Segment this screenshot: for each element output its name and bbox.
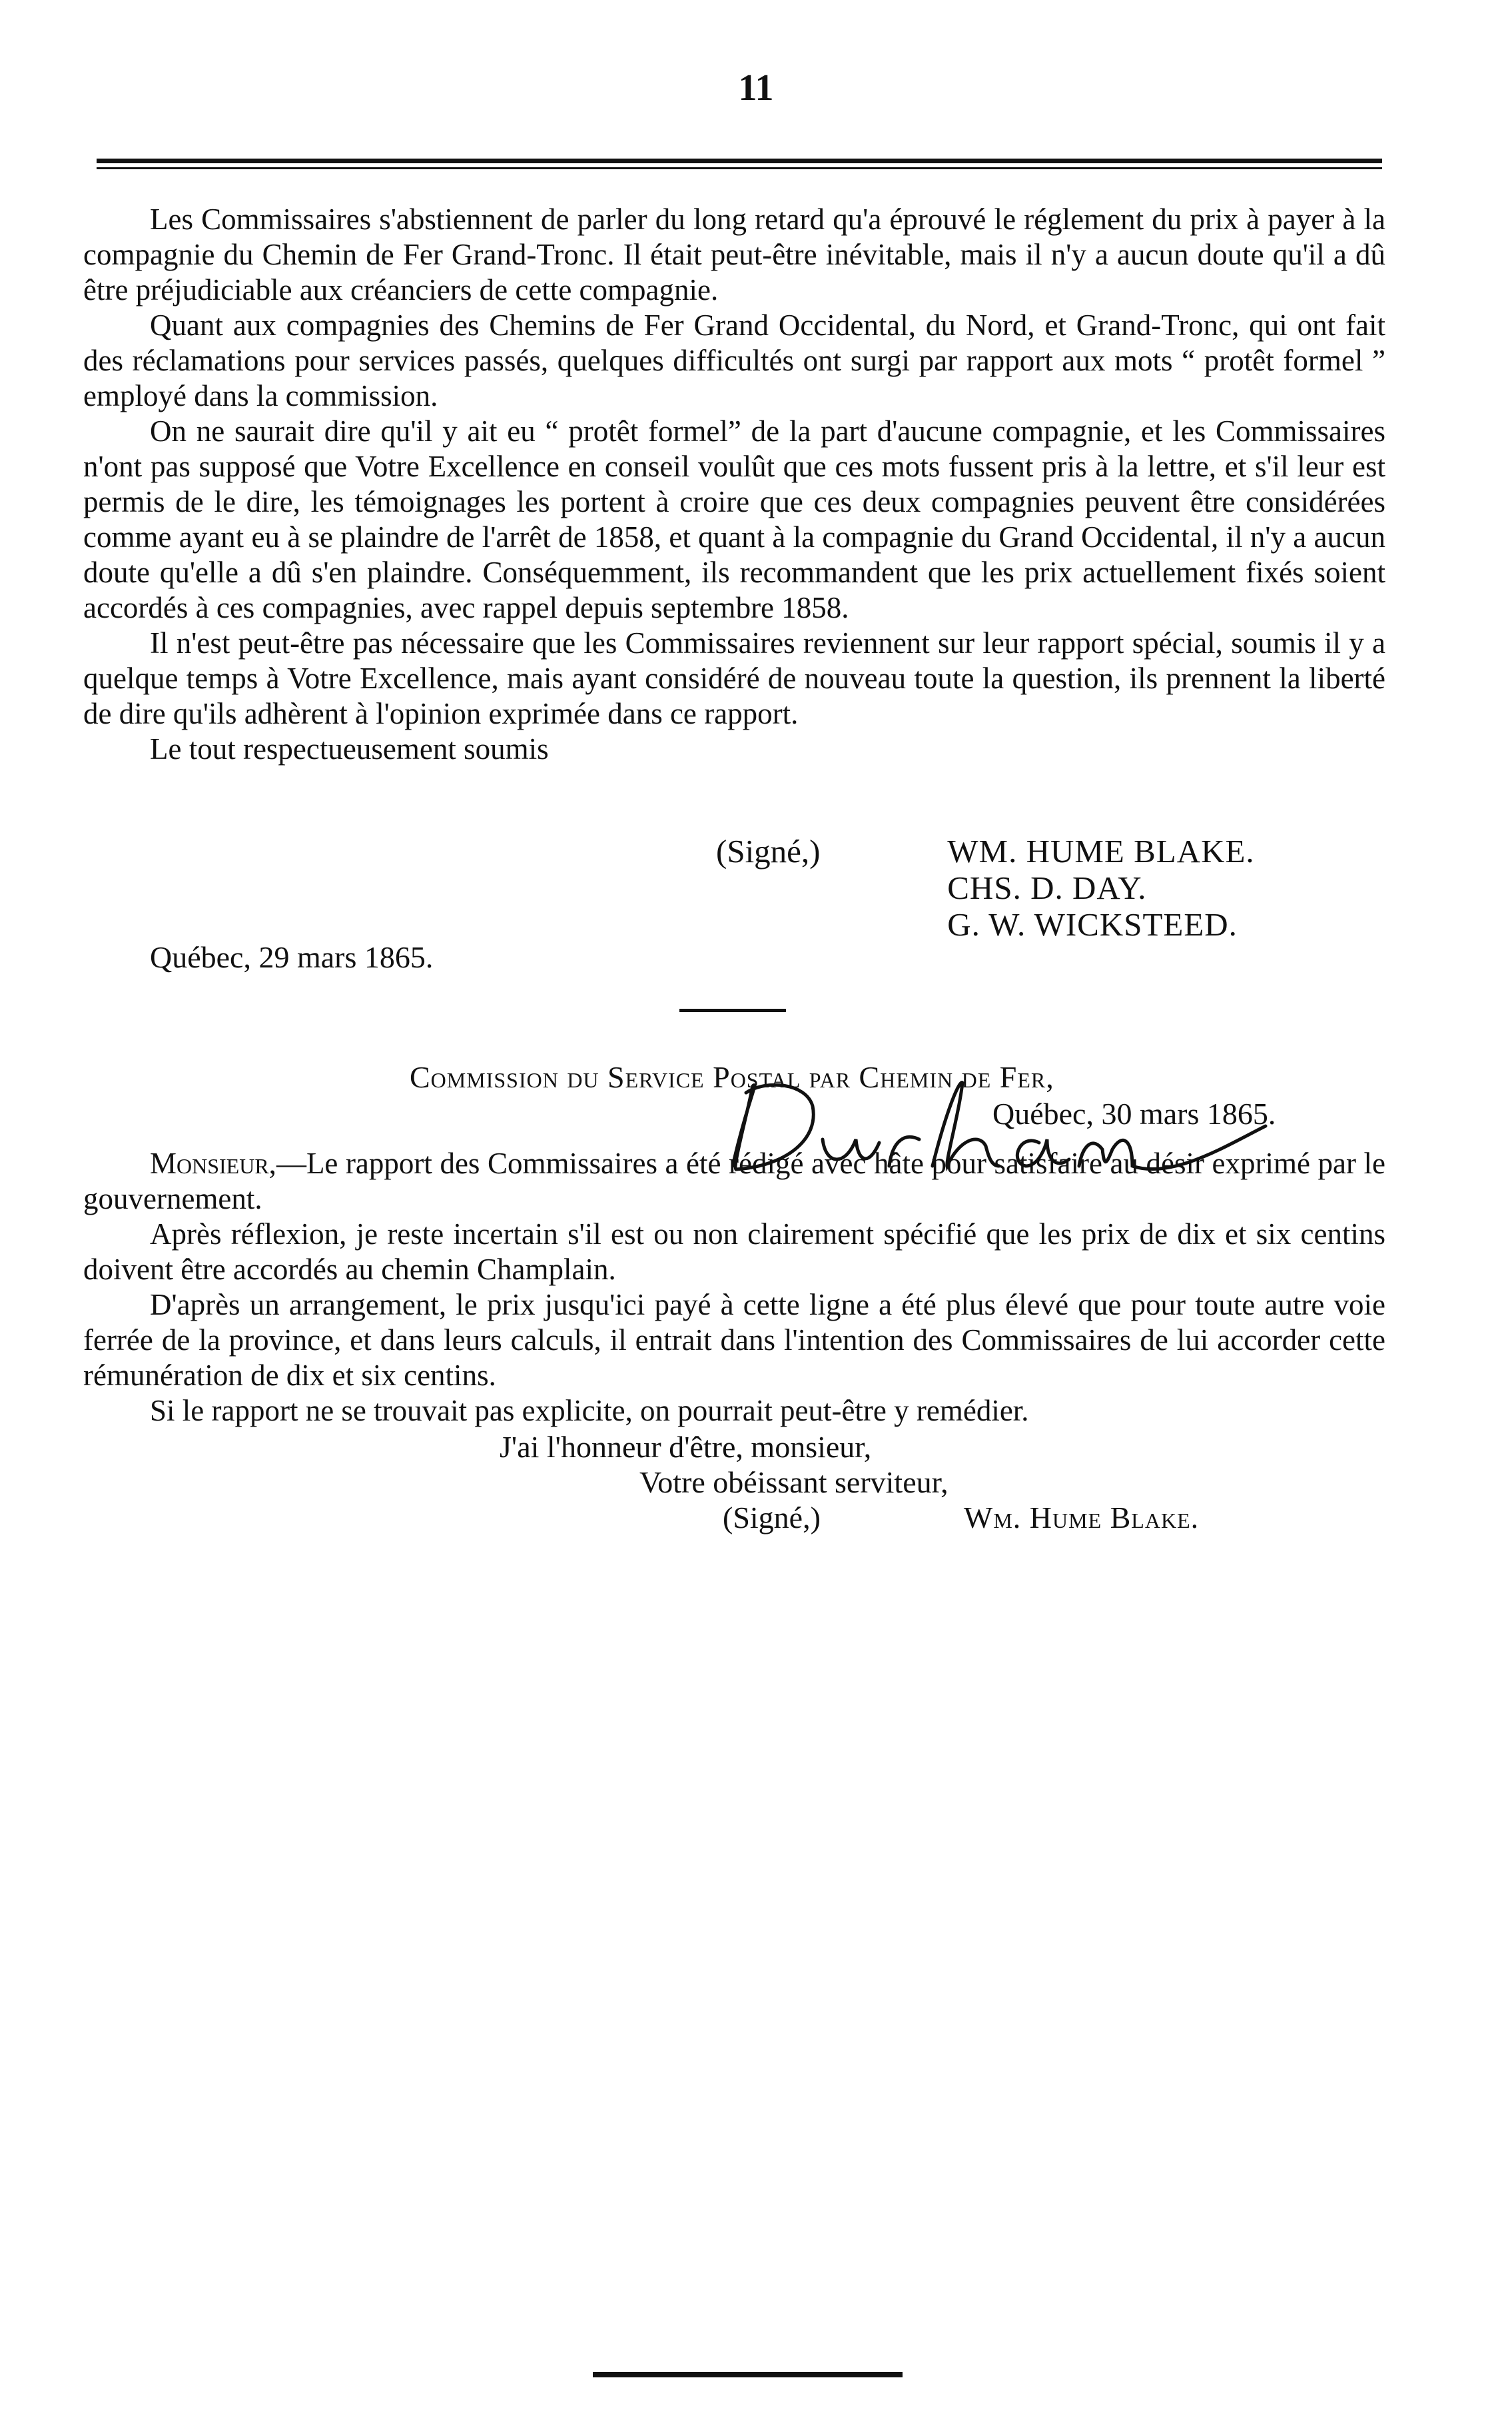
report-signed-label: (Signé,) bbox=[716, 833, 821, 870]
signatory-3: G. W. WICKSTEED. bbox=[947, 906, 1238, 943]
report-closing-line: Le tout respectueusement soumis bbox=[150, 732, 549, 766]
letter-paragraph-3: D'après un arrangement, le prix jusqu'ici payé à cette ligne a été plus élevé que pour toute autre voie ferrée de la province, et dans leurs calculs, il entrait dans l'intention des Commissaires de lui accorder cette rémunération de dix et six centins. bbox=[83, 1288, 1385, 1392]
end-rule bbox=[593, 2372, 903, 2377]
report-paragraph-3: On ne saurait dire qu'il y ait eu “ protêt formel” de la part d'aucune compagnie, et les Commissaires n'ont pas supposé que Votre Excellence en conseil voulût que ces mots fussent pris à la lettre, et s'il leur est permis de le dire, les témoignages les portent à croire que ces deux compagnies peuvent être considérées comme ayant eu à se plaindre de l'arrêt de 1858, et quant à la compagnie du Grand Occidental, il n'y a aucun doute qu'elle a dû s'en plaindre. Conséquemment, ils recommandent que les prix actuellement fixés soient accordés à ces compagnies, avec rappel depuis septembre 1858. bbox=[83, 414, 1385, 624]
letter-heading: Commission du Service Postal par Chemin de Fer, bbox=[410, 1060, 1054, 1094]
letter-paragraph-1-text: —Le rapport des Commissaires a été rédigé avec hâte pour satisfaire au désir exprimé par le gouvernement. bbox=[83, 1147, 1385, 1215]
letter-body bbox=[83, 1146, 1385, 1429]
letter-salutation: Monsieur, bbox=[150, 1147, 276, 1180]
letter-closing-2: Votre obéissant serviteur, bbox=[639, 1465, 948, 1499]
report-paragraph-4: Il n'est peut-être pas nécessaire que les Commissaires reviennent sur leur rapport spécial, soumis il y a quelque temps à Votre Excellence, mais ayant considéré de nouveau toute la question, ils prennent la liberté de dire qu'ils adhèrent à l'opinion exprimée dans ce rapport. bbox=[83, 626, 1385, 730]
letter-date: Québec, 30 mars 1865. bbox=[992, 1097, 1276, 1131]
letter-paragraph-2: Après réflexion, je reste incertain s'il est ou non clairement spécifié que les prix de dix et six centins doivent être accordés au chemin Champlain. bbox=[83, 1217, 1385, 1286]
section-divider bbox=[679, 1009, 786, 1012]
letter-paragraph-1 bbox=[83, 1146, 1385, 1217]
letter-closing-1: J'ai l'honneur d'être, monsieur, bbox=[500, 1430, 872, 1464]
letter-signature-line bbox=[723, 1500, 1199, 1535]
signatory-1: WM. HUME BLAKE. bbox=[947, 833, 1255, 870]
report-signatories bbox=[947, 833, 1254, 943]
letter-signed-label: (Signé,) bbox=[723, 1501, 821, 1534]
report-paragraph-1: Les Commissaires s'abstiennent de parler du long retard qu'a éprouvé le réglement du prix à payer à la compagnie du Chemin de Fer Grand-Tronc. Il était peut-être inévitable, mais il n'y a aucun doute qu'il a dû être préjudiciable aux créanciers de cette compagnie. bbox=[83, 203, 1385, 306]
report-body bbox=[83, 202, 1385, 767]
header-rule bbox=[97, 159, 1382, 169]
letter-signature: Wm. Hume Blake. bbox=[963, 1501, 1200, 1534]
letter-paragraph-4: Si le rapport ne se trouvait pas explicite, on pourrait peut-être y remédier. bbox=[150, 1394, 1029, 1427]
page-number: 11 bbox=[738, 67, 774, 109]
report-place-date: Québec, 29 mars 1865. bbox=[150, 940, 434, 974]
signatory-2: CHS. D. DAY. bbox=[947, 870, 1147, 906]
report-signature-block bbox=[716, 833, 1255, 943]
report-paragraph-2: Quant aux compagnies des Chemins de Fer Grand Occidental, du Nord, et Grand-Tronc, qui ont fait des réclamations pour services passés, quelques difficultés ont surgi par rapport aux mots “ protêt formel ” employé dans la commission. bbox=[83, 308, 1385, 412]
